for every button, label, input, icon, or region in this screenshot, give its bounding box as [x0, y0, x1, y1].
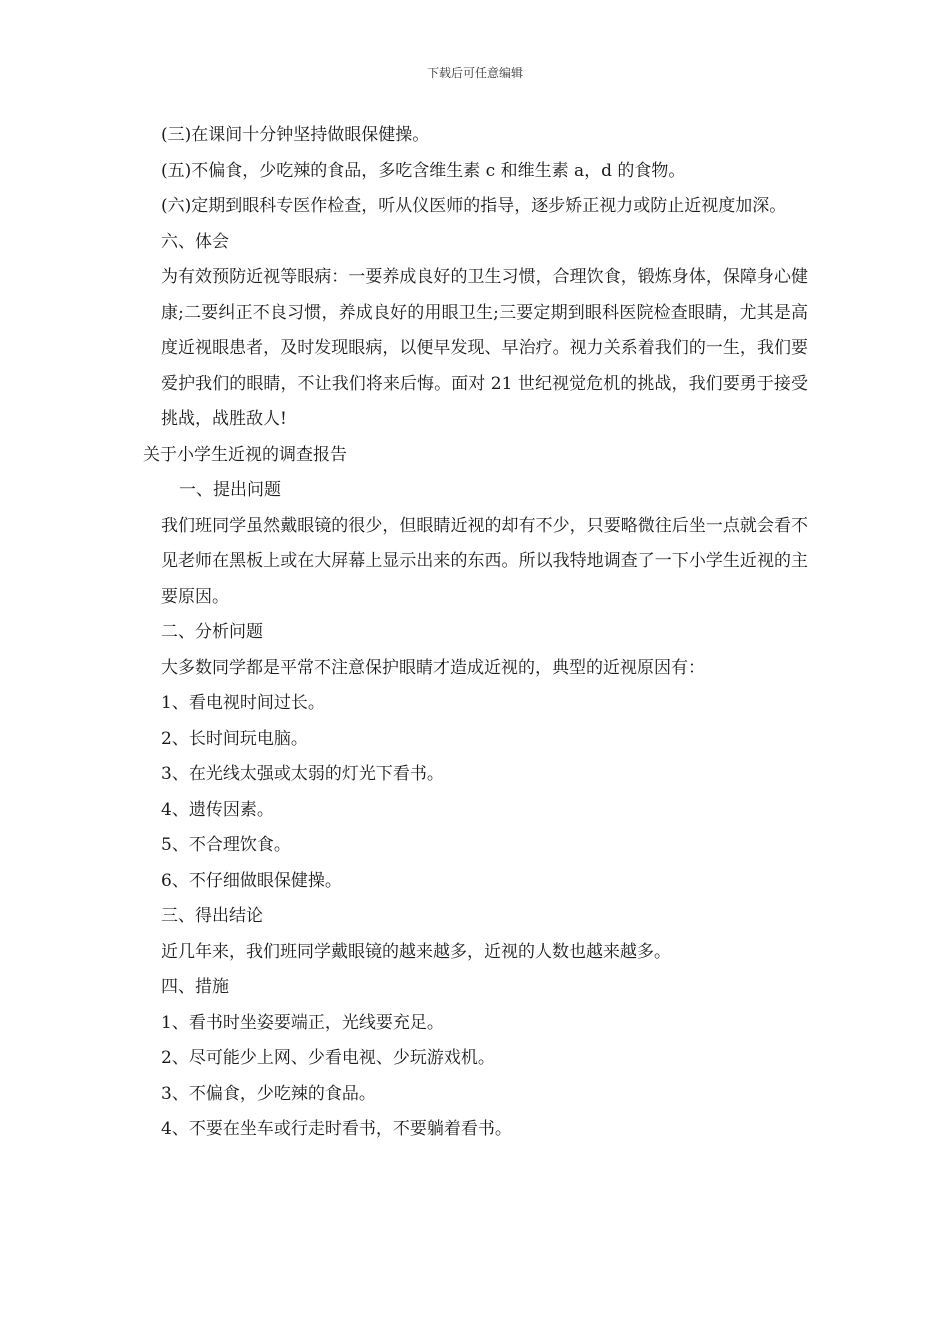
- paragraph: (三)在课间十分钟坚持做眼保健操。: [161, 125, 430, 145]
- paragraph: 4、不要在坐车或行走时看书，不要躺着看书。: [161, 1119, 512, 1139]
- paragraph: 大多数同学都是平常不注意保护眼睛才造成近视的，典型的近视原因有：: [161, 657, 705, 678]
- paragraph: 1、看书时坐姿要端正，光线要充足。: [161, 1012, 444, 1033]
- paragraph: 3、在光线太强或太弱的灯光下看书。: [161, 764, 444, 784]
- paragraph: 一、提出问题: [179, 480, 281, 500]
- paragraph: 我们班同学虽然戴眼镜的很少，但眼睛近视的却有不少，只要略微往后坐一点就会看不见老师在黑板上或在大屏幕上显示出来的东西。所以我特地调查了一下小学生近视的主要原因。: [161, 515, 808, 607]
- paragraph: 近几年来，我们班同学戴眼镜的越来越多，近视的人数也越来越多。: [161, 941, 671, 962]
- paragraph: (六)定期到眼科专医作检查，听从仪医师的指导，逐步矫正视力或防止近视度加深。: [161, 196, 787, 216]
- paragraph: 2、尽可能少上网、少看电视、少玩游戏机。: [161, 1048, 495, 1068]
- paragraph: 5、不合理饮食。: [161, 835, 291, 855]
- paragraph: 关于小学生近视的调查报告: [143, 444, 347, 465]
- paragraph: 4、遗传因素。: [161, 799, 274, 820]
- paragraph: 3、不偏食，少吃辣的食品。: [161, 1083, 376, 1104]
- paragraph: 为有效预防近视等眼病：一要养成良好的卫生习惯，合理饮食，锻炼身体，保障身心健康;二要纠正不良习惯，养成良好的用眼卫生;三要定期到眼科医院检查眼睛，尤其是高度近视眼患者，及时发现眼病，以便早发现、早治疗。视力关系着我们的一生，我们要爱护我们的眼睛，不让我们将来后悔。面对 21 世纪视觉危机的挑战，我们要勇于接受挑战，战胜敌人!: [161, 267, 808, 429]
- paragraph: (五)不偏食，少吃辣的食品，多吃含维生素 c 和维生素 a，d 的食物。: [161, 160, 686, 181]
- document-body: [143, 118, 808, 1148]
- paragraph: 二、分析问题: [161, 622, 263, 642]
- paragraph: 三、得出结论: [161, 906, 263, 926]
- paragraph: 6、不仔细做眼保健操。: [161, 870, 342, 891]
- paragraph: 四、措施: [161, 977, 229, 997]
- page-header: 下载后可任意编辑: [426, 66, 523, 80]
- paragraph: 六、体会: [161, 231, 229, 252]
- paragraph: 1、看电视时间过长。: [161, 693, 325, 713]
- paragraph: 2、长时间玩电脑。: [161, 728, 308, 749]
